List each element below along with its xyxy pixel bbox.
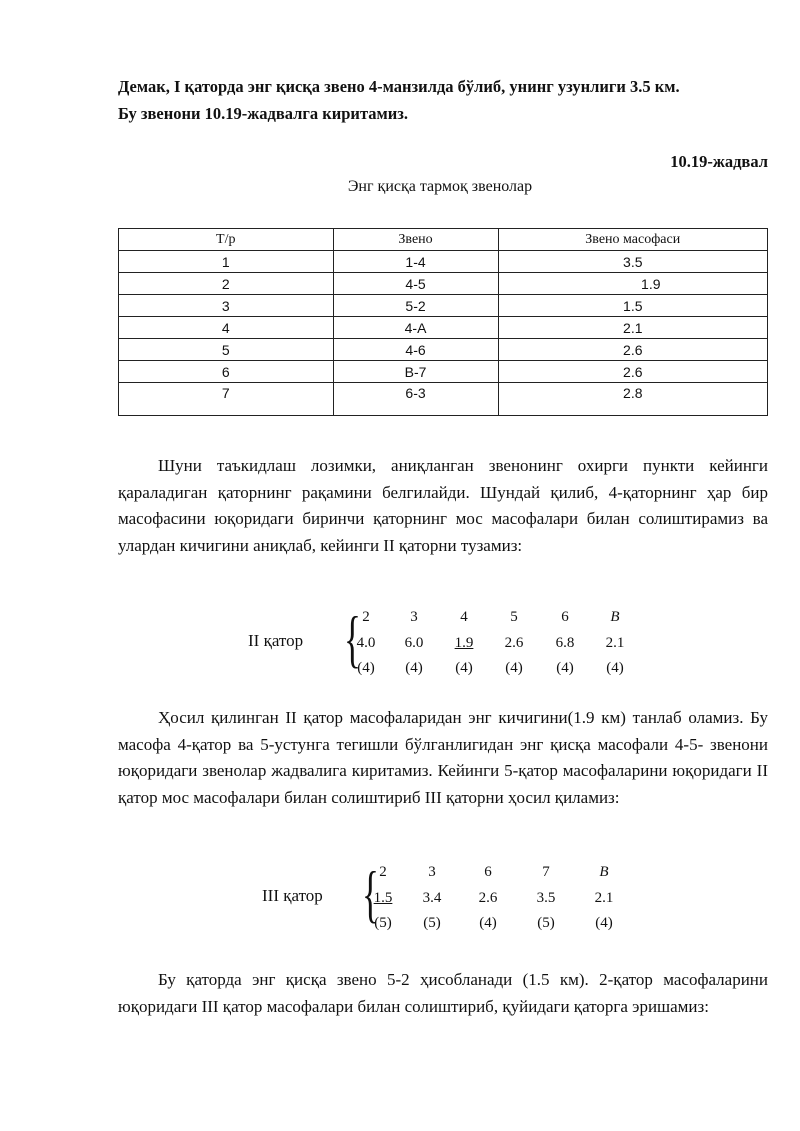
matrix-cell: (4) xyxy=(455,660,473,676)
matrix-row-2 xyxy=(248,605,648,685)
header-index: Т/р xyxy=(119,229,334,251)
paragraph-2: Ҳосил қилинган II қатор масофаларидан энг кичигини(1.9 км) танлаб оламиз. Бу масофа 4-қатор ва 5-устунга тегишли бўлганлигидан энг қисқа масофали 4-5- звенони юқоридаги звенолар жадвалига киритамиз. Кейинги 5-қатор масофаларини юқоридаги II қатор мос масофалари билан солиштириб III қаторни ҳосил қиламиз: xyxy=(118,708,768,807)
matrix-cell: 2 xyxy=(362,609,370,625)
cell-link: 1-4 xyxy=(333,251,498,273)
cell-link: В-7 xyxy=(333,361,498,383)
matrix-cell: 3 xyxy=(428,864,436,880)
brace-icon: { xyxy=(344,603,361,674)
matrix-cell: (4) xyxy=(405,660,423,676)
matrix-cell: 3.4 xyxy=(422,890,442,906)
cell-distance: 3.5 xyxy=(498,251,767,273)
matrix-cell: (5) xyxy=(423,915,441,931)
matrix-row-3 xyxy=(262,860,662,940)
cell-index: 4 xyxy=(119,317,334,339)
cell-distance: 2.1 xyxy=(498,317,767,339)
cell-distance: 2.6 xyxy=(498,339,767,361)
matrix-cell: (4) xyxy=(479,915,497,931)
cell-index: 5 xyxy=(119,339,334,361)
table-header-row xyxy=(119,229,768,251)
cell-link: 4-А xyxy=(333,317,498,339)
matrix-cell: B xyxy=(599,864,609,880)
paragraph-3: Бу қаторда энг қисқа звено 5-2 ҳисобланади (1.5 км). 2-қатор масофаларини юқоридаги III қатор масофалари билан солиштириб, қуйидаги қаторга эришамиз: xyxy=(118,970,768,1016)
matrix-cell: 6.8 xyxy=(555,635,575,651)
brace-icon: { xyxy=(362,858,379,929)
matrix-cell: 2.1 xyxy=(594,890,614,906)
matrix-cell: 4 xyxy=(460,609,468,625)
matrix-cell: (5) xyxy=(537,915,555,931)
table-row xyxy=(119,273,768,295)
matrix-cell: 4.0 xyxy=(356,635,376,651)
table-number: 10.19-жадвал xyxy=(670,152,768,171)
table-row xyxy=(119,251,768,273)
matrix-label: III қатор xyxy=(262,886,323,905)
matrix-cell: 2.1 xyxy=(605,635,625,651)
table-row xyxy=(119,339,768,361)
matrix-label: II қатор xyxy=(248,631,304,650)
shortest-links-table xyxy=(118,228,768,416)
matrix-cell: (4) xyxy=(556,660,574,676)
matrix-cell: 5 xyxy=(510,609,518,625)
matrix-cell: (4) xyxy=(606,660,624,676)
intro-line-1: Демак, I қаторда энг қисқа звено 4-манзилда бўлиб, унинг узунлиги 3.5 км. xyxy=(118,77,680,96)
cell-index: 7 xyxy=(119,383,334,416)
cell-link: 6-3 xyxy=(333,383,498,416)
matrix-cell-min: 1.9 xyxy=(454,635,474,651)
cell-link: 4-6 xyxy=(333,339,498,361)
cell-distance: 1.5 xyxy=(498,295,767,317)
matrix-cell: 7 xyxy=(542,864,550,880)
table-row xyxy=(119,383,768,416)
matrix-cell: (4) xyxy=(595,915,613,931)
matrix-cell: B xyxy=(610,609,620,625)
cell-distance: 2.6 xyxy=(498,361,767,383)
matrix-cell: 3 xyxy=(410,609,418,625)
intro-line-2: Бу звенони 10.19-жадвалга киритамиз. xyxy=(118,104,408,123)
cell-index: 6 xyxy=(119,361,334,383)
table-row xyxy=(119,317,768,339)
matrix-cell-min: 1.5 xyxy=(373,890,393,906)
paragraph-1: Шуни таъкидлаш лозимки, аниқланган звенонинг охирги пункти кейинги қараладиган қаторнинг рақамини белгилайди. Шундай қилиб, 4-қаторнинг ҳар бир масофасини юқоридаги биринчи қаторнинг мос масофалари билан солиштирамиз ва улардан кичигини аниқлаб, кейинги II қаторни тузамиз: xyxy=(118,456,768,555)
matrix-cell: 6 xyxy=(561,609,569,625)
table-title: Энг қисқа тармоқ звенолар xyxy=(347,178,533,195)
matrix-cell: 3.5 xyxy=(536,890,556,906)
matrix-cell: 2.6 xyxy=(504,635,524,651)
matrix-cell: 2.6 xyxy=(478,890,498,906)
matrix-cell: (4) xyxy=(357,660,375,676)
table-row xyxy=(119,295,768,317)
header-link: Звено xyxy=(333,229,498,251)
cell-distance: 1.9 xyxy=(498,273,767,295)
cell-link: 4-5 xyxy=(333,273,498,295)
matrix-cell: (4) xyxy=(505,660,523,676)
cell-index: 3 xyxy=(119,295,334,317)
cell-link: 5-2 xyxy=(333,295,498,317)
table-row xyxy=(119,361,768,383)
matrix-cell: (5) xyxy=(374,915,392,931)
cell-index: 1 xyxy=(119,251,334,273)
matrix-cell: 6 xyxy=(484,864,492,880)
header-distance: Звено масофаси xyxy=(498,229,767,251)
matrix-cell: 6.0 xyxy=(404,635,424,651)
matrix-cell: 2 xyxy=(379,864,387,880)
cell-index: 2 xyxy=(119,273,334,295)
cell-distance: 2.8 xyxy=(498,383,767,416)
